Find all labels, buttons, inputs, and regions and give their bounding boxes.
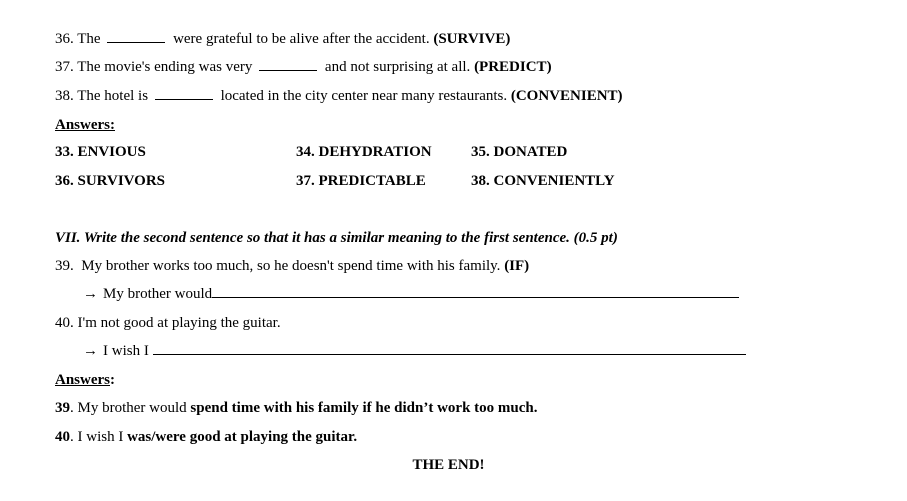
question-number: 39. bbox=[55, 258, 74, 274]
answer-cell: 34. DEHYDRATION bbox=[296, 144, 432, 160]
answers-heading: Answers: bbox=[55, 117, 115, 133]
question-number: 40. bbox=[55, 315, 74, 331]
answer-text-plain: . I wish I bbox=[70, 429, 128, 445]
answers-heading-colon: : bbox=[110, 372, 115, 388]
question-text-before: The movie's ending was very bbox=[77, 59, 253, 75]
rewrite-blank[interactable] bbox=[153, 342, 746, 355]
rewrite-line-40 bbox=[83, 342, 746, 360]
answer-blank[interactable] bbox=[107, 30, 165, 43]
question-text-after: were grateful to be alive after the accident. bbox=[173, 31, 430, 47]
question-40 bbox=[55, 314, 281, 332]
question-36 bbox=[55, 30, 510, 48]
rewrite-blank[interactable] bbox=[212, 285, 739, 298]
arrow-right-icon: → bbox=[83, 286, 98, 302]
question-39 bbox=[55, 257, 529, 275]
answer-blank[interactable] bbox=[155, 87, 213, 100]
answers-row bbox=[55, 172, 875, 190]
answer-cell: 33. ENVIOUS bbox=[55, 144, 146, 160]
answers-heading bbox=[55, 371, 115, 389]
answer-cell: 37. PREDICTABLE bbox=[296, 173, 426, 189]
answer-number: 39 bbox=[55, 400, 70, 416]
the-end-label: THE END! bbox=[412, 457, 485, 473]
question-keyword: (PREDICT) bbox=[474, 59, 552, 75]
rewrite-prompt: My brother would bbox=[103, 286, 213, 302]
answer-cell: 38. CONVENIENTLY bbox=[471, 173, 615, 189]
answers-heading-word: Answers bbox=[55, 372, 110, 388]
question-keyword: (CONVENIENT) bbox=[510, 88, 623, 104]
question-keyword: (SURVIVE) bbox=[433, 31, 511, 47]
question-text-after: located in the city center near many restaurants. bbox=[220, 88, 508, 104]
arrow-right-icon: → bbox=[83, 343, 98, 359]
answer-text-bold: spend time with his family if he didn’t work too much. bbox=[190, 400, 538, 416]
rewrite-prompt: I wish I bbox=[103, 343, 149, 359]
question-text: I'm not good at playing the guitar. bbox=[77, 315, 281, 331]
question-37 bbox=[55, 58, 552, 76]
answer-39 bbox=[55, 399, 538, 417]
answers-row bbox=[55, 143, 875, 161]
answer-cell: 35. DONATED bbox=[471, 144, 568, 160]
question-number: 37. bbox=[55, 59, 74, 75]
question-text-before: The hotel is bbox=[77, 88, 149, 104]
question-text-before: The bbox=[77, 31, 101, 47]
question-number: 38. bbox=[55, 88, 74, 104]
answer-number: 40 bbox=[55, 429, 70, 445]
question-keyword: (IF) bbox=[504, 258, 530, 274]
answer-text-plain: . My brother would bbox=[70, 400, 191, 416]
answer-40 bbox=[55, 428, 357, 446]
question-text-after: and not surprising at all. bbox=[324, 59, 471, 75]
section-title: VII. Write the second sentence so that it has a similar meaning to the first sentence. (0.5 pt) bbox=[55, 230, 618, 246]
answer-blank[interactable] bbox=[259, 58, 317, 71]
question-38 bbox=[55, 87, 623, 105]
rewrite-line-39 bbox=[83, 285, 739, 303]
answer-text-bold: was/were good at playing the guitar. bbox=[127, 429, 358, 445]
question-number: 36. bbox=[55, 31, 74, 47]
question-text: My brother works too much, so he doesn't spend time with his family. bbox=[81, 258, 501, 274]
answer-cell: 36. SURVIVORS bbox=[55, 173, 166, 189]
